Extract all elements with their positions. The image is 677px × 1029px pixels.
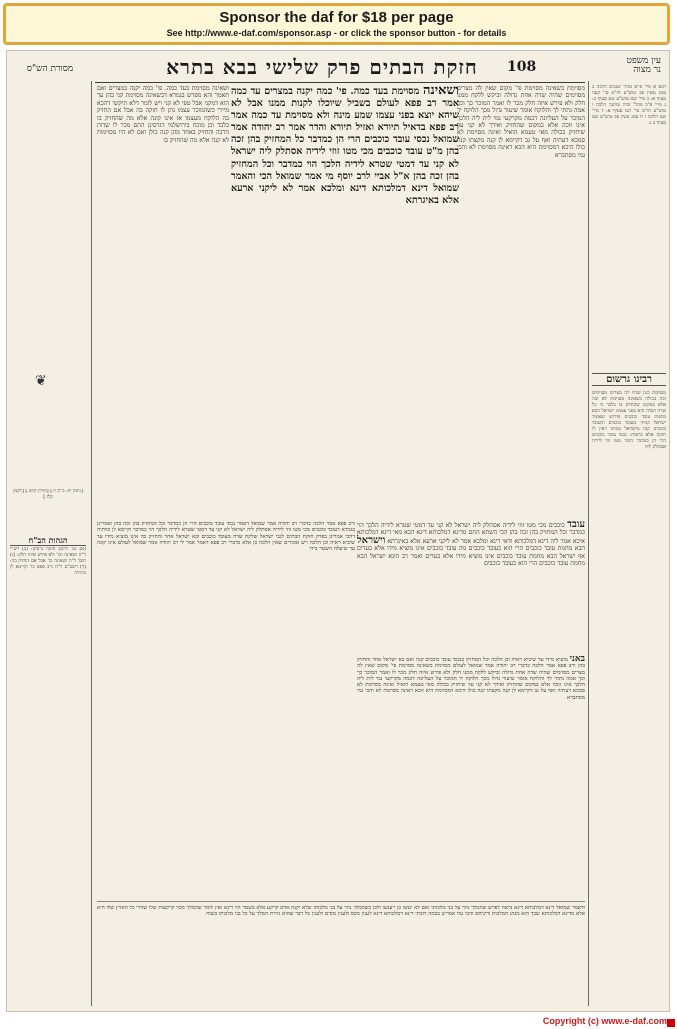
gemara-text-1: מסוימת בעד כמה. פי' כמה יקנה במצרים עד כמה אמר רב פפא לעולם בשביל שיוכלו לקנות ממנו אבל לא שיהא יוצא בפני עצמו שמע מינה ולא מסוימת עד כמה אמר רב פפא בדאיל תיורא ואזיל תיורא והדר אמר רב יהודה אמר שמואל נכסי עובד כוכבים הרי הן כמדבר כל המחזיק בהן זכה בהן מ"ט עובד כוכבים מכי מטו זוזי לידיה אסתלק ליה ישראל לא קני עד דמטי שטרא לידיה הלכך הוי כמדבר וכל המחזיק בהן זכה בהן א"ל אביי לרב יוסף מי אמר שמואל הכי והאמר שמואל דינא דמלכותא דינא ומלכא אמר לא ליקני ארעא אלא באיגרתא	[231, 86, 459, 206]
rashbam-commentary: ורב פפא אמר הלכה כדברי רב יהודה אמר שמואל דאמר נכסי עובד כוכבים הרי הן כמדבר וכל המחזיק בהן זכה בהן ואמרינן בגמרא דעובד כוכבים מכי מטו זוזי לידיה אסתלק ליה ישראל לא קני עד דמטי שטרא לידיה הלכך הוי כמדבר וקיימא לן כוותיה דהכי אמרינן בפרק חזקת הבתים לגבי ישראל שלקח שדה מעובד כוכבים ובא ישראל אחר והחזיק בה אינו מוציא מידו עד שיביא ראיה וכן הלכה ויש אומרים שאין הלכה כן אלא כדברי רב פפא דאמר אמר לי רב יהודה אמר שמואל לעולם אינו קונה עד שיעלה השטר בידו	[97, 521, 355, 553]
masoret-text: [גיטין לז: ב"ק ל:] [חולין קלט.] [לקמן קלז.]	[13, 489, 83, 500]
right-margin-rule	[588, 81, 589, 1006]
hagahot-title: הגהות הב"ח	[10, 535, 86, 546]
rashbam-continued	[357, 656, 585, 896]
gemara-text-4: מוציא מידו עד שיביא ראיה וכן הלכה וכל המחזיק בנכסי עובד כוכבים קנה ואם בא ישראל אחר והחזיק בהן ורב פפא אמר הלכה כדברי רב יהודה אמר שמואל לעולם	[357, 657, 585, 670]
header-rule	[95, 82, 585, 83]
rashi-commentary: מסוימת בשאינה מסוימת פי' מקום שאין לה מצרים מסוימים שהיה שדה אחת גדולה וביקש ללקח ממנו חלק ולא פירש איזה חלק מכר לו ואמר המוכר כך וכך אמה נתתי לך והלוקח אומר שיעור גדול מכך הלוקח יד המוכר על העליונה דכמה מקרקעי נמי לית ליה הלכך אינו זוכה אלא במקום שהחזיק ואידך לא קני עד שיחזיק בכולה מאי טעמא הואיל ואינה מסוימת לא סמכא דעתיה ואף על גב דקיימא לן קנה מקצתו קנה כולו היכא דמסוימת היא הכא דאינה מסוימת לא והכי נמי מסתברא	[457, 85, 585, 159]
talmud-page	[6, 50, 670, 1012]
ornament-icon: ❦	[35, 373, 47, 389]
gemara-text-2: כוכבים מכי מטו זוזי לידיה אסתלק ליה ישראל לא קני עד דמטי שטרא לידיה הלכך הוי כמדבר וכל המחזיק בהן זכה בהן הכי השתא התם מדינא דמלכותא דינא הכא מאי דינא דמלכותא איכא אמר ליה דינא דמלכותא ודאי דינא ומלכא אמר לא ליקני ארעא אלא באיגרתא	[357, 522, 585, 545]
chapter-title: חזקת הבתים פרק שלישי בבא בתרא	[166, 55, 478, 79]
masoret-title: מסורת הש"ס	[26, 64, 74, 74]
gemara-lead-2: עובד	[567, 521, 585, 530]
gemara-text-3: הבא מחמת עובד כוכבים הרי הוא כעובד כוכבים מה עובד כוכבים אינו מוציא מידו אלא בעדים אף ישראל הבא מחמת עובד כוכבים אינו מוציא מידו אלא בעדים ואמר רב הונא ישראל הבא מחמת עובד כוכבים הרי הוא כעובד כוכבים	[357, 545, 585, 568]
gemara-lead-1: ושאינה	[423, 85, 459, 98]
copyright-text[interactable]: Copyright (c) www.e-daf.com	[542, 1016, 667, 1026]
hagahot-text: (א) גמ' לרבנן חזקה גרסינן: (ב) רש"י ד"ה ושאינה וכו' ולא פירש איזה חלק: (ג) תוס' ד"ה ושאינה כו' אבל אם החזיק בה: (ד) רשב"ם ד"ה ורב פפא כו' וקיימא לן כוותיה	[10, 547, 86, 576]
rashi-continued: מסוימת בשאינה מסוימת פי' מקום שאין לה מצרים מסוימים שהיה שדה אחת גדולה וביקש ללקח ממנו חלק ולא פירש איזה חלק מכר לו ואמר המוכר כך וכך אמה נתתי לך והלוקח אומר שיעור גדול מכך הלוקח יד המוכר על העליונה דכמה מקרקעי נמי לית ליה הלכך אינו זוכה אלא במקום שהחזיק ואידך לא קני עד שיחזיק בכולה מאי טעמא הואיל ואינה מסוימת לא סמכא דעתיה ואף על גב דקיימא לן קנה מקצתו קנה כולו היכא דמסוימת היא הכא דאינה מסוימת לא והכי נמי מסתברא	[357, 663, 585, 701]
ein-mishpat-title: עין משפט נר מצוה	[626, 56, 661, 75]
tosafot-commentary: ושאינה מסוימת בעד כמה. פי' כמה יקנה במצרים ואם תאמר והא מפרש בגמרא דבשאינה מסוימת קני בהן עד הוא דמקני אבל טפי לא קני ויש לומר דלא תיקשי דהכא מיירי כשהמוכר עצמו נתן לו חזקה בה אבל אם החזיק בה הלוקח מעצמו אז אינו קונה אלא מה שהחזיק בו בלבד וכן מוכח בירושלמי דגרסינן התם מכר לו שדות הרבה והחזיק באחד מהן קנה כולן ואם לא היו מסוימות לא קנה אלא מה שהחזיק בו	[97, 85, 229, 144]
sponsor-banner[interactable]	[3, 3, 670, 45]
page-header	[7, 55, 669, 81]
footer-rule	[97, 901, 585, 902]
gemara-lead-4: באני	[569, 656, 585, 664]
ein-mishpat-text: רבא א מיי' פ"א מהל' שכנים הלכה ב סמג עשין פב טוש"ע חו"מ סי' קעה סעיף א: ב מיי' שם טוש"ע שם סעיף ב: ג מיי' פ"ב מהל' זכיה ומתנה הלכה ו טוש"ע חו"מ סי' רעו סעיף א: ד מיי' שם הלכה ז ח סמג עשין פב טוש"ע שם סעיף ב ג:	[592, 85, 666, 126]
sponsor-subtitle: See http://www.e-daf.com/sponsor.asp - or click the sponsor button - for details	[166, 28, 507, 38]
gemara-lead-3: וישראל	[357, 534, 386, 546]
gemara-continuation	[357, 521, 585, 651]
gemara-block	[231, 85, 459, 207]
gemara-column	[231, 85, 459, 515]
left-margin-rule	[91, 81, 92, 1006]
rabbeinu-gershom-title: רבינו גרשום	[592, 373, 666, 386]
bottom-commentary: ודאמר שמואל דינא דמלכותא דינא נראה לפרש שהמלך גוזר על בני מלכותו ואם לא יעשו כן ייענשו ולכן כשהמלך גוזר על בני מלכותו שלא יקנה אדם קרקע אלא בשטר הוי דינא ואין לומר שהמלך מכר קרקעות שלו שהרי כל הארץ שלו היא אלא מדינא דמלכותא שכך הוא מנהג המלכות ודיניהם והכי נמי אמרינן בכמה דוכתי דינא דמלכותא דינא לענין מכס ולענין מסים ולענין כל דבר שהוא גזירת המלך על כל בני מלכותו בשוה	[97, 905, 585, 918]
sponsor-title[interactable]: Sponsor the daf for $18 per page	[219, 9, 454, 26]
page-number: 108	[507, 59, 537, 75]
rabbeinu-gershom-text: מסוימת כגון שהיו לה מצרים מסוימים זכה בכולה בשאינה מסוימת לא זכה אלא במקום שהחזיק בו בלבד כי כל שדה ושדה הוא בפני עצמו: ישראל הבא מחמת עובד כוכבים פירוש שאומר ישראל קניתי מעובד כוכבים והעובד כוכבים קנה מישראל כמותו דאין לו חזקה אלא בראיה: נכסי עובד כוכבים הרי הן כמדבר דמכי מטו זוזי לידיה אסתלק ליה	[592, 391, 666, 450]
print-icon[interactable]	[667, 1019, 675, 1027]
